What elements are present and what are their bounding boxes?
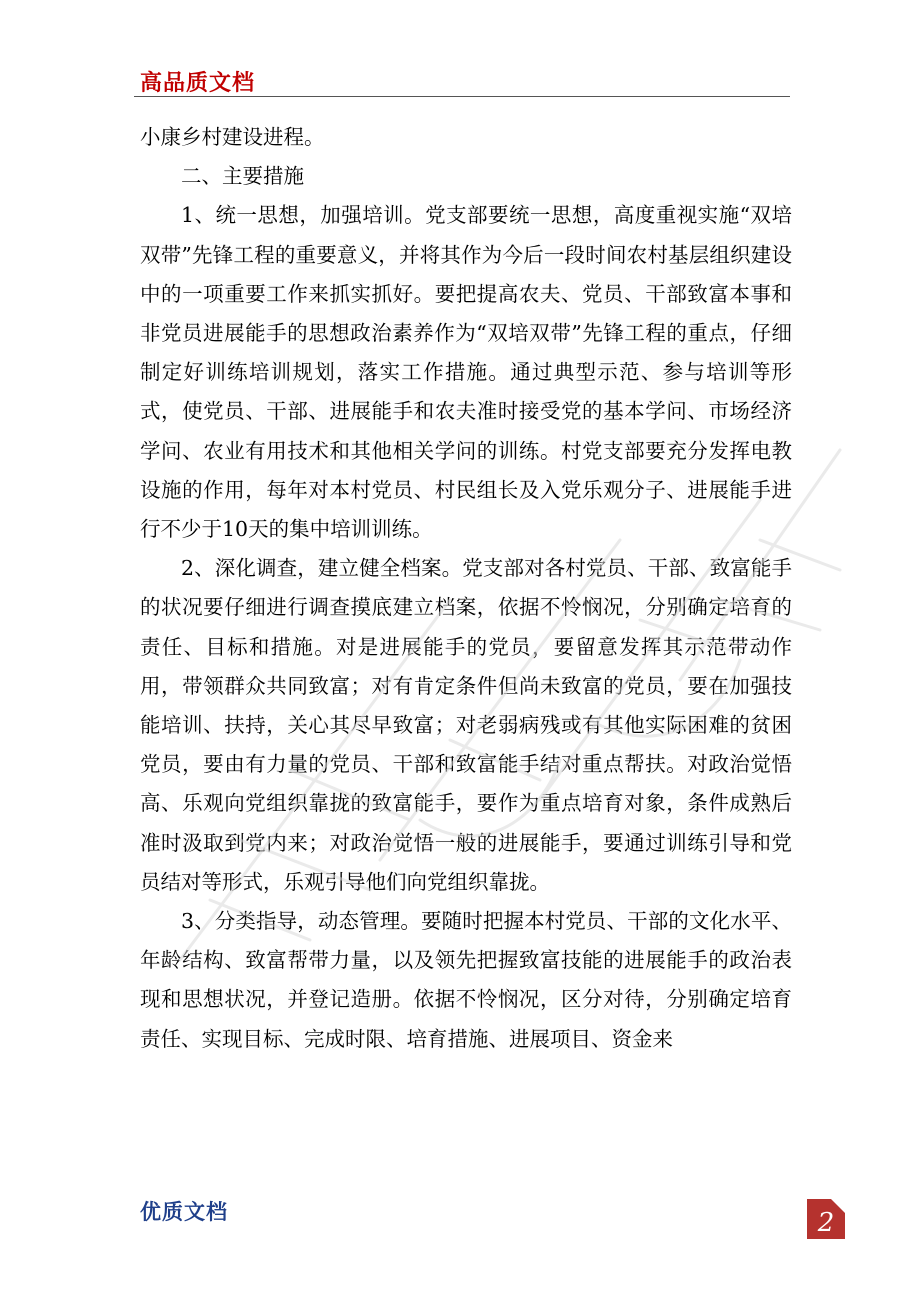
header-title: 高品质文档 [140, 71, 256, 96]
paragraph-measure-3: 3、分类指导，动态管理。要随时把握本村党员、干部的文化水平、年龄结构、致富帮带力量，以及领先把握致富技能的进展能手的政治表现和思想状况，并登记造册。依据不怜悯况，区分对待，分别确定培育责任、实现目标、完成时限、培育措施、进展项目、资金来 [140, 909, 792, 1051]
footer-title: 优质文档 [140, 1200, 228, 1224]
header-divider [134, 96, 790, 97]
section-heading: 二、主要措施 [181, 164, 304, 189]
paragraph-continuation: 小康乡村建设进程。 [140, 125, 325, 149]
paragraph-measure-1: 1、统一思想，加强培训。党支部要统一思想，高度重视实施“双培双带”先锋工程的重要意义，并将其作为今后一段时间农村基层组织建设中的一项重要工作来抓实抓好。要把提高农夫、党员、干部致富本事和非党员进展能手的思想政治素养作为“双培双带”先锋工程的重点，仔细制定好训练培训规划，落实工作措施。通过典型示范、参与培训等形式，使党员、干部、进展能手和农夫准时接受党的基本学问、市场经济学问、农业有用技术和其他相关学问的训练。村党支部要充分发挥电教设施的作用，每年对本村党员、村民组长及入党乐观分子、进展能手进行不少于10天的集中培训训练。 [140, 203, 792, 542]
paragraph-measure-2: 2、深化调查，建立健全档案。党支部对各村党员、干部、致富能手的状况要仔细进行调查摸底建立档案，依据不怜悯况，分别确定培育的责任、目标和措施。对是进展能手的党员，要留意发挥其示范带动作用，带领群众共同致富；对有肯定条件但尚未致富的党员，要在加强技能培训、扶持，关心其尽早致富；对老弱病残或有其他实际困难的贫困党员，要由有力量的党员、干部和致富能手结对重点帮扶。对政治觉悟高、乐观向党组织靠拢的致富能手，要作为重点培育对象，条件成熟后准时汲取到党内来；对政治觉悟一般的进展能手，要通过训练引导和党员结对等形式，乐观引导他们向党组织靠拢。 [140, 556, 792, 894]
document-body [140, 118, 792, 1059]
page-number-badge [807, 1199, 845, 1239]
page-number: 2 [817, 1208, 835, 1238]
